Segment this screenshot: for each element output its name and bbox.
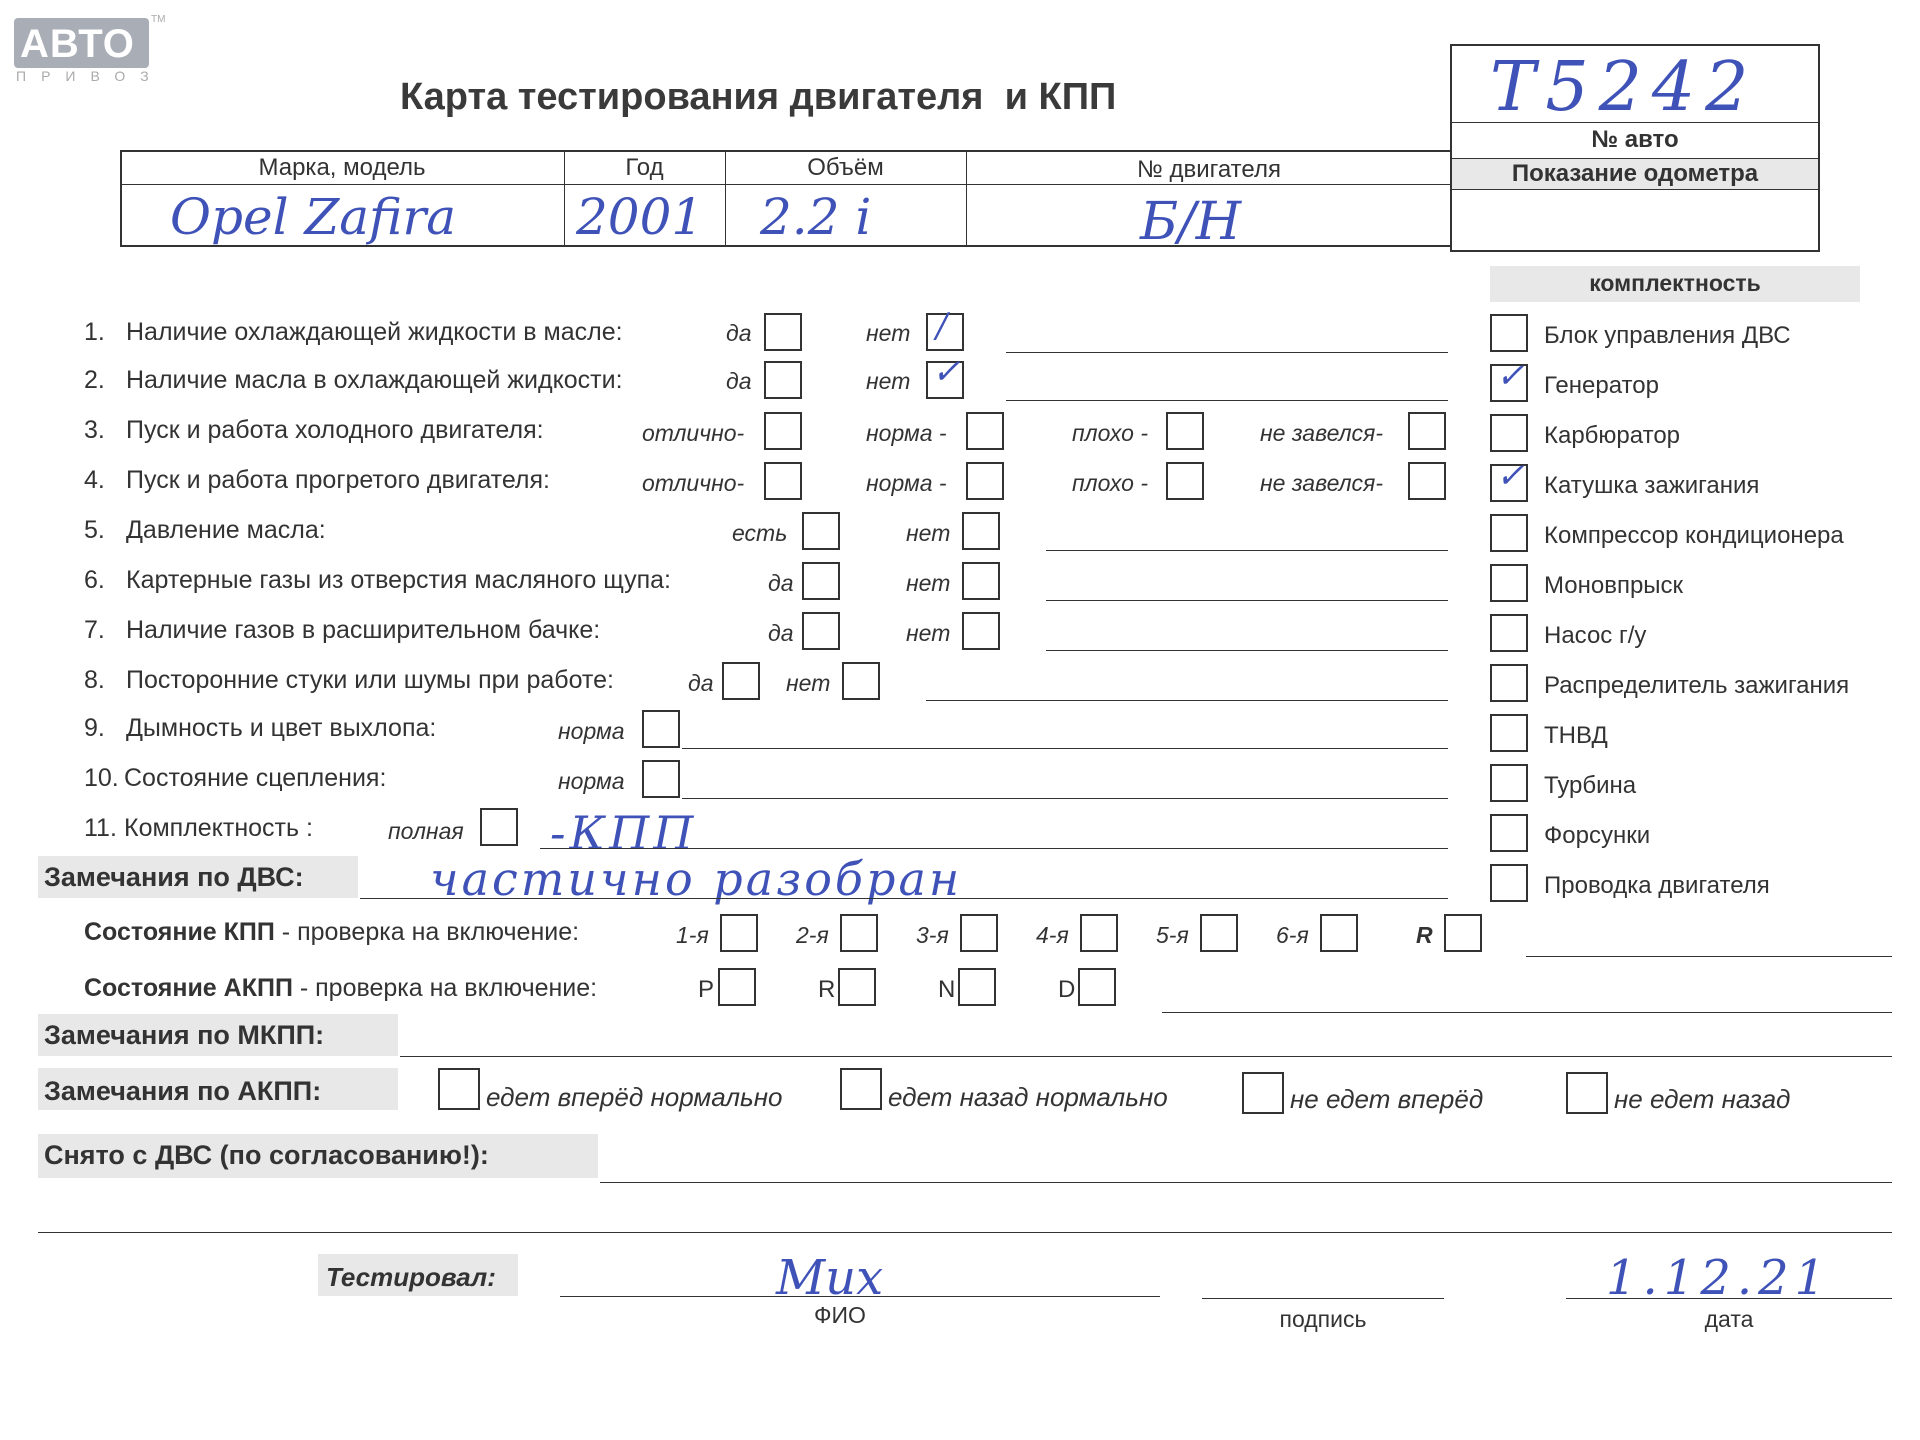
akpp-backward-ok-checkbox[interactable] (840, 1068, 882, 1110)
q7-no-checkbox[interactable] (962, 612, 1000, 650)
completeness-label-injectors: Форсунки (1544, 822, 1651, 849)
q6-opt-no: нет (906, 570, 951, 596)
q9-note-line (682, 748, 1448, 749)
completeness-label-ecu: Блок управления ДВС (1544, 322, 1791, 349)
q3-opt-excellent: отлично- (642, 420, 745, 446)
signature-fio[interactable]: Мих (776, 1250, 884, 1306)
completeness-label-distributor: Распределитель зажигания (1544, 672, 1850, 699)
auto-number-value: T5242 (1490, 48, 1759, 127)
mkpp-remarks-label: Замечания по МКПП: (44, 1020, 325, 1050)
q10-note-line (682, 798, 1448, 799)
q9-number: 9. (84, 714, 105, 742)
kpp-gear-1-checkbox[interactable] (720, 914, 758, 952)
q5-number: 5. (84, 516, 105, 544)
completeness-checkbox-turbine[interactable] (1490, 764, 1528, 802)
akpp-gear-n-label: N (938, 976, 956, 1003)
q1-no-mark: / (936, 306, 948, 346)
q9-opt-normal: норма (558, 718, 625, 744)
completeness-checkbox-ac-compressor[interactable] (1490, 514, 1528, 552)
q4-opt-excellent: отлично- (642, 470, 745, 496)
completeness-mark-generator: ✓ (1496, 356, 1525, 396)
akpp-label-bold: Состояние АКПП (84, 974, 293, 1002)
kpp-note-line (1526, 956, 1892, 957)
q3-opt-bad: плохо - (1072, 420, 1148, 446)
header-engine-value[interactable]: Б/Н (1140, 192, 1242, 252)
akpp-gear-d-label: D (1058, 976, 1076, 1003)
completeness-label-ignition-coil: Катушка зажигания (1544, 472, 1760, 499)
akpp-gear-r-checkbox[interactable] (838, 968, 876, 1006)
q1-opt-yes: да (726, 320, 752, 346)
q11-note-value[interactable]: -КПП (550, 806, 698, 860)
akpp-no-forward-label: не едет вперёд (1290, 1084, 1484, 1114)
kpp-gear-4-checkbox[interactable] (1080, 914, 1118, 952)
q2-note-line (1006, 400, 1448, 401)
akpp-gear-r-label: R (818, 976, 836, 1003)
kpp-label-bold: Состояние КПП (84, 918, 275, 946)
q8-opt-yes: да (688, 670, 714, 696)
q7-opt-yes: да (768, 620, 794, 646)
q8-text: Посторонние стуки или шумы при работе: (126, 666, 614, 694)
q3-text: Пуск и работа холодного двигателя: (126, 416, 544, 444)
kpp-gear-r-checkbox[interactable] (1444, 914, 1482, 952)
q4-opt-not-started: не завелся- (1260, 470, 1384, 496)
logo (14, 18, 149, 68)
q7-note-line (1046, 650, 1448, 651)
q4-opt-normal: норма - (866, 470, 947, 496)
q3-normal-checkbox[interactable] (966, 412, 1004, 450)
q10-text: Состояние сцепления: (124, 764, 387, 792)
q11-full-checkbox[interactable] (480, 808, 518, 846)
completeness-label-wiring: Проводка двигателя (1544, 872, 1770, 899)
q3-opt-normal: норма - (866, 420, 947, 446)
dvs-remarks-label: Замечания по ДВС: (44, 862, 304, 892)
q4-opt-bad: плохо - (1072, 470, 1148, 496)
completeness-mark-ignition-coil: ✓ (1496, 456, 1525, 496)
completeness-checkbox-ecu[interactable] (1490, 314, 1528, 352)
logo-sub-text: ПРИВОЗ (16, 68, 164, 84)
q11-note-line (540, 848, 1448, 849)
q11-text: Комплектность : (124, 814, 313, 842)
q2-text: Наличие масла в охлаждающей жидкости: (126, 366, 623, 394)
completeness-checkbox-ps-pump[interactable] (1490, 614, 1528, 652)
q6-opt-yes: да (768, 570, 794, 596)
q4-number: 4. (84, 466, 105, 494)
q11-number: 11. (84, 814, 117, 842)
q8-number: 8. (84, 666, 105, 694)
q10-number: 10. (84, 764, 119, 792)
completeness-checkbox-carburetor[interactable] (1490, 414, 1528, 452)
q4-bad-checkbox[interactable] (1166, 462, 1204, 500)
completeness-label-mono-injection: Моновпрыск (1544, 572, 1684, 599)
kpp-gear-5-label: 5-я (1156, 922, 1189, 948)
completeness-title: комплектность (1589, 270, 1761, 296)
kpp-gear-5-checkbox[interactable] (1200, 914, 1238, 952)
q3-not-started-checkbox[interactable] (1408, 412, 1446, 450)
completeness-checkbox-wiring[interactable] (1490, 864, 1528, 902)
completeness-label-carburetor: Карбюратор (1544, 422, 1681, 449)
q7-yes-checkbox[interactable] (802, 612, 840, 650)
q5-no-checkbox[interactable] (962, 512, 1000, 550)
dvs-remarks-value[interactable]: частично разобран (430, 852, 963, 906)
odometer-field[interactable] (1460, 195, 1810, 245)
mkpp-remarks-line (400, 1056, 1892, 1057)
completeness-label-fuel-pump: ТНВД (1544, 722, 1608, 749)
q6-no-checkbox[interactable] (962, 562, 1000, 600)
logo-main-text: АВТО (20, 22, 135, 66)
akpp-note-line (1162, 1012, 1892, 1013)
kpp-gear-2-checkbox[interactable] (840, 914, 878, 952)
q10-normal-checkbox[interactable] (642, 760, 680, 798)
sign-label: подпись (1279, 1306, 1367, 1332)
q4-text: Пуск и работа прогретого двигателя: (126, 466, 550, 494)
sign-line (1202, 1298, 1444, 1299)
page-title: Карта тестирования двигателя и КПП (400, 76, 1117, 118)
header-year-value[interactable]: 2001 (576, 188, 704, 246)
kpp-label (84, 918, 579, 947)
q8-opt-no: нет (786, 670, 831, 696)
q8-no-checkbox[interactable] (842, 662, 880, 700)
removed-line-2 (38, 1232, 1892, 1233)
q3-excellent-checkbox[interactable] (764, 412, 802, 450)
kpp-gear-2-label: 2-я (796, 922, 829, 948)
kpp-gear-6-label: 6-я (1276, 922, 1309, 948)
tested-label: Тестировал: (326, 1262, 496, 1292)
akpp-label-rest: - проверка на включение: (292, 974, 598, 1002)
q6-note-line (1046, 600, 1448, 601)
completeness-checkbox-injectors[interactable] (1490, 814, 1528, 852)
q1-yes-checkbox[interactable] (764, 313, 802, 351)
q5-opt-yes: есть (732, 520, 788, 546)
date-value[interactable]: 1.12.21 (1606, 1250, 1832, 1306)
akpp-forward-ok-checkbox[interactable] (438, 1068, 480, 1110)
q3-bad-checkbox[interactable] (1166, 412, 1204, 450)
fio-label: ФИО (814, 1302, 866, 1328)
akpp-remarks-label: Замечания по АКПП: (44, 1076, 322, 1106)
header-col-year: Год (625, 154, 664, 181)
akpp-label (84, 974, 597, 1003)
akpp-no-backward-checkbox[interactable] (1566, 1072, 1608, 1114)
q7-number: 7. (84, 616, 105, 644)
kpp-gear-r-label: R (1416, 922, 1433, 948)
q2-number: 2. (84, 366, 105, 394)
q6-text: Картерные газы из отверстия масляного щупа: (126, 566, 671, 594)
dvs-remarks-line (360, 898, 1448, 899)
header-col-engine: № двигателя (1137, 156, 1281, 183)
q7-opt-no: нет (906, 620, 951, 646)
q8-note-line (926, 700, 1448, 701)
q9-normal-checkbox[interactable] (642, 710, 680, 748)
date-label: дата (1704, 1306, 1754, 1332)
q2-yes-checkbox[interactable] (764, 361, 802, 399)
akpp-gear-d-checkbox[interactable] (1078, 968, 1116, 1006)
akpp-no-backward-label: не едет назад (1614, 1084, 1791, 1114)
q2-opt-no: нет (866, 368, 911, 394)
q4-not-started-checkbox[interactable] (1408, 462, 1446, 500)
completeness-checkbox-mono-injection[interactable] (1490, 564, 1528, 602)
q1-text: Наличие охлаждающей жидкости в масле: (126, 318, 623, 346)
q3-opt-not-started: не завелся- (1260, 420, 1384, 446)
q9-text: Дымность и цвет выхлопа: (126, 714, 437, 742)
q11-opt-full: полная (388, 818, 464, 844)
header-col-model: Марка, модель (258, 154, 426, 181)
kpp-label-rest: - проверка на включение: (274, 918, 580, 946)
completeness-checkbox-distributor[interactable] (1490, 664, 1528, 702)
q5-opt-no: нет (906, 520, 951, 546)
header-volume-value[interactable]: 2.2 i (760, 188, 872, 246)
removed-line (600, 1182, 1892, 1183)
completeness-label-ac-compressor: Компрессор кондиционера (1544, 522, 1844, 549)
q6-number: 6. (84, 566, 105, 594)
completeness-label-turbine: Турбина (1544, 772, 1637, 799)
removed-label: Снято с ДВС (по согласованию!): (44, 1140, 489, 1170)
akpp-no-forward-checkbox[interactable] (1242, 1072, 1284, 1114)
q8-yes-checkbox[interactable] (722, 662, 760, 700)
completeness-checkbox-fuel-pump[interactable] (1490, 714, 1528, 752)
logo-tm: TM (151, 14, 166, 25)
completeness-label-ps-pump: Насос г/у (1544, 622, 1647, 649)
akpp-gear-p-label: P (698, 976, 715, 1003)
akpp-gear-n-checkbox[interactable] (958, 968, 996, 1006)
q5-text: Давление масла: (126, 516, 326, 544)
kpp-gear-6-checkbox[interactable] (1320, 914, 1358, 952)
kpp-gear-1-label: 1-я (676, 922, 709, 948)
header-model-value[interactable]: Opel Zafira (170, 188, 457, 246)
header-col-volume: Объём (807, 154, 884, 181)
completeness-label-generator: Генератор (1544, 372, 1659, 399)
q1-note-line (1006, 352, 1448, 353)
akpp-gear-p-checkbox[interactable] (718, 968, 756, 1006)
fio-line (560, 1296, 1160, 1297)
q5-yes-checkbox[interactable] (802, 512, 840, 550)
q2-no-mark: ✓ (932, 352, 961, 392)
q2-opt-yes: да (726, 368, 752, 394)
header-table-row-divider (120, 184, 1452, 185)
akpp-backward-ok-label: едет назад нормально (888, 1082, 1168, 1112)
q1-opt-no: нет (866, 320, 911, 346)
auto-number-label: № авто (1591, 126, 1679, 153)
q3-number: 3. (84, 416, 105, 444)
q10-opt-normal: норма (558, 768, 625, 794)
kpp-gear-3-label: 3-я (916, 922, 949, 948)
akpp-forward-ok-label: едет вперёд нормально (486, 1082, 783, 1112)
q4-normal-checkbox[interactable] (966, 462, 1004, 500)
q4-excellent-checkbox[interactable] (764, 462, 802, 500)
kpp-gear-3-checkbox[interactable] (960, 914, 998, 952)
q1-number: 1. (84, 318, 105, 346)
q5-note-line (1046, 550, 1448, 551)
date-line (1566, 1298, 1892, 1299)
q7-text: Наличие газов в расширительном бачке: (126, 616, 601, 644)
kpp-gear-4-label: 4-я (1036, 922, 1069, 948)
q6-yes-checkbox[interactable] (802, 562, 840, 600)
odometer-label: Показание одометра (1511, 160, 1759, 187)
